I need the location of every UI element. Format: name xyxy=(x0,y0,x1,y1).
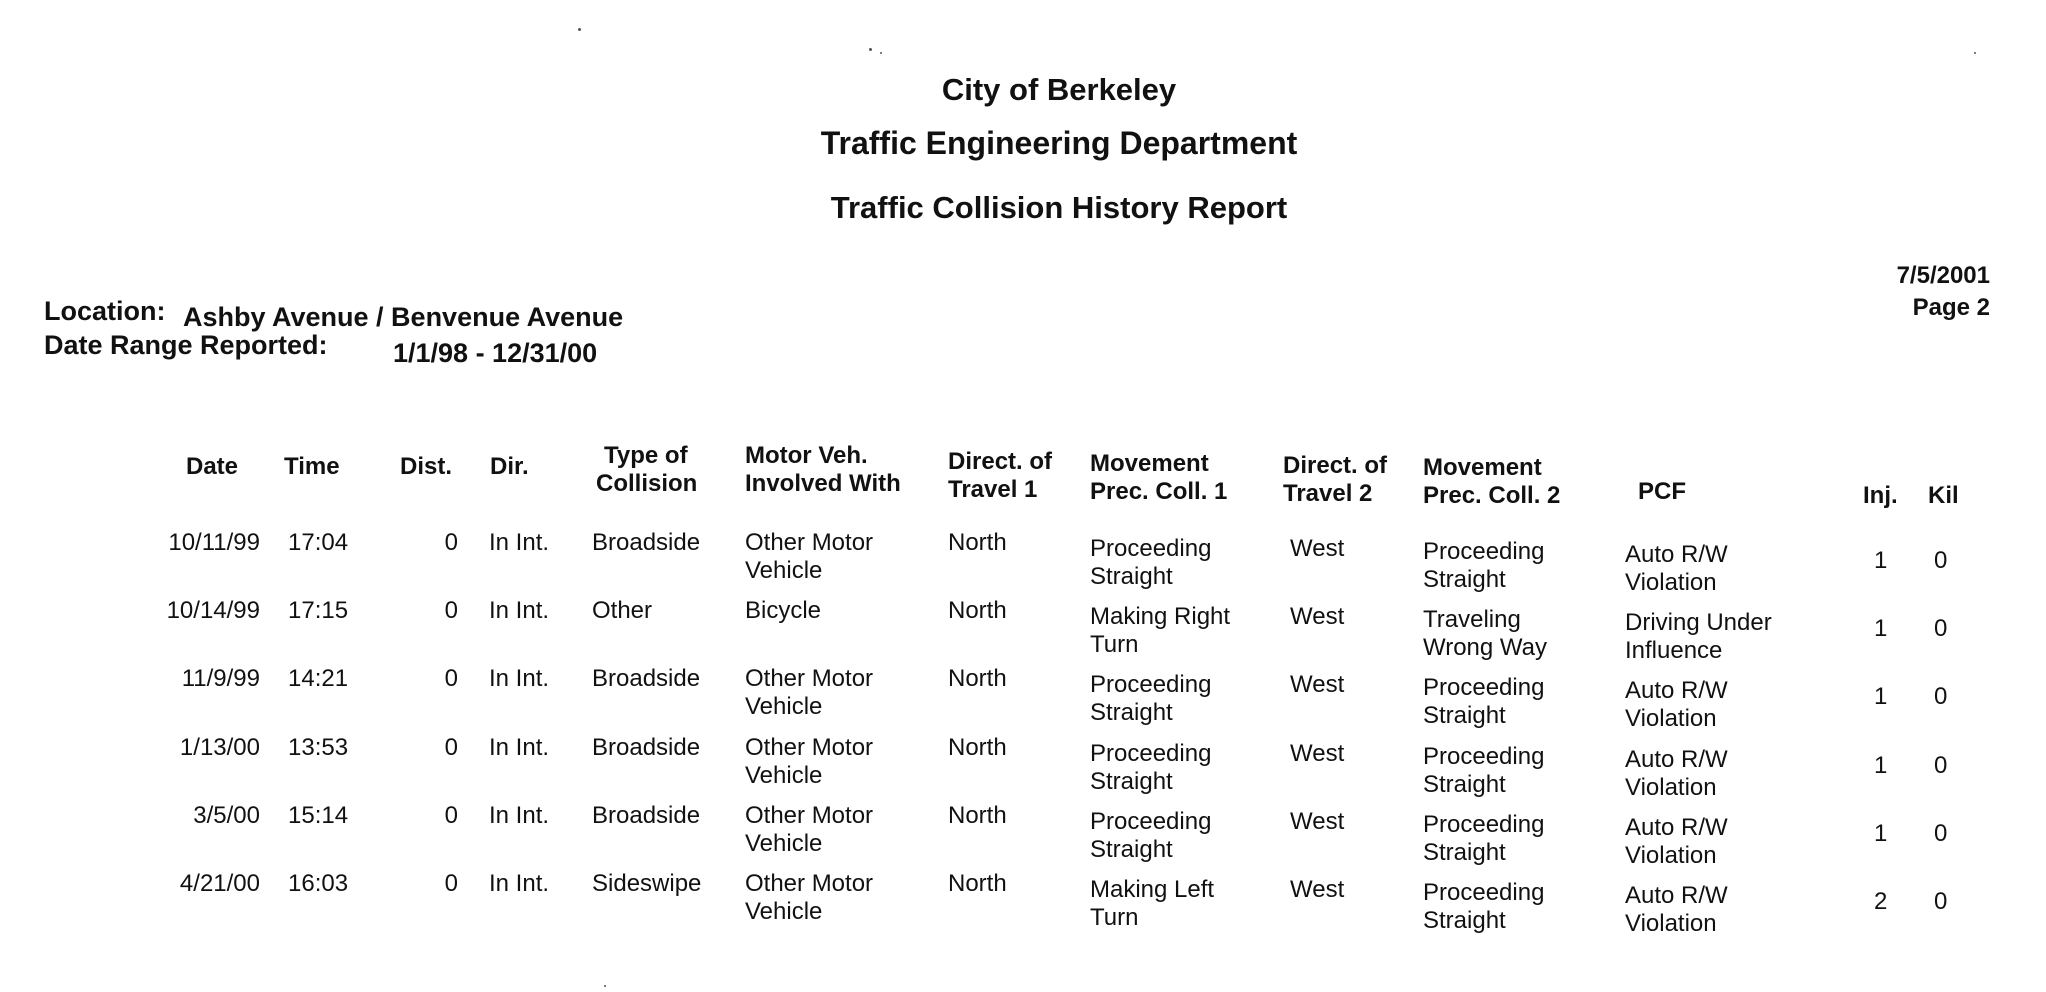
header-type-1: Type of xyxy=(604,442,688,469)
cell-dir2: West xyxy=(1290,808,1345,835)
cell-type: Broadside xyxy=(592,665,701,692)
cell-dist: 0 xyxy=(444,597,458,624)
cell-mov1b: Straight xyxy=(1090,768,1173,795)
cell-kil: 0 xyxy=(1934,615,1948,642)
cell-inj: 1 xyxy=(1874,820,1888,847)
cell-mov2b: Wrong Way xyxy=(1423,634,1548,661)
cell-mov2a: Proceeding xyxy=(1423,743,1545,770)
cell-dist: 0 xyxy=(444,802,458,829)
header-dir-travel-1a: Direct. of xyxy=(948,448,1053,475)
page-number: Page 2 xyxy=(1912,294,1990,321)
cell-date: 11/9/99 xyxy=(181,665,260,692)
cell-dir: In Int. xyxy=(489,529,550,556)
cell-dir1: North xyxy=(948,802,1007,829)
header-dir-travel-2a: Direct. of xyxy=(1283,452,1388,479)
cell-mov2a: Proceeding xyxy=(1423,879,1545,906)
cell-dir2: West xyxy=(1290,876,1345,903)
cell-time: 14:21 xyxy=(288,665,349,692)
cell-dir1: North xyxy=(948,734,1007,761)
cell-mov2b: Straight xyxy=(1423,702,1506,729)
cell-mov2a: Proceeding xyxy=(1423,674,1545,701)
cell-time: 13:53 xyxy=(288,734,349,761)
cell-time: 15:14 xyxy=(288,802,349,829)
cell-motor2: Vehicle xyxy=(745,762,823,789)
cell-dir2: West xyxy=(1290,603,1345,630)
cell-dist: 0 xyxy=(444,734,458,761)
scan-speck xyxy=(880,52,882,54)
cell-inj: 1 xyxy=(1874,615,1888,642)
cell-kil: 0 xyxy=(1934,820,1948,847)
cell-inj: 1 xyxy=(1874,547,1888,574)
cell-dist: 0 xyxy=(444,665,458,692)
cell-inj: 1 xyxy=(1874,752,1888,779)
cell-mov1b: Turn xyxy=(1090,631,1139,658)
cell-date: 1/13/00 xyxy=(179,734,260,761)
cell-motor2: Vehicle xyxy=(745,830,823,857)
cell-date: 10/11/99 xyxy=(168,529,260,556)
cell-motor1: Bicycle xyxy=(745,597,822,624)
location-label: Location: xyxy=(44,296,166,326)
cell-mov1a: Proceeding xyxy=(1090,671,1212,698)
cell-time: 17:15 xyxy=(288,597,349,624)
cell-mov2b: Straight xyxy=(1423,907,1506,934)
cell-mov2b: Straight xyxy=(1423,566,1506,593)
cell-pcf1: Auto R/W xyxy=(1625,882,1728,909)
cell-type: Broadside xyxy=(592,802,701,829)
header-time: Time xyxy=(284,453,340,480)
cell-dir2: West xyxy=(1290,535,1345,562)
header-inj: Inj. xyxy=(1863,482,1898,509)
cell-dir2: West xyxy=(1290,740,1345,767)
cell-kil: 0 xyxy=(1934,752,1948,779)
scan-speck xyxy=(604,985,606,987)
cell-dir1: North xyxy=(948,597,1007,624)
scan-speck xyxy=(578,28,581,31)
cell-mov1a: Proceeding xyxy=(1090,535,1212,562)
header-type-2: Collision xyxy=(596,470,698,497)
cell-kil: 0 xyxy=(1934,888,1948,915)
cell-mov1b: Straight xyxy=(1090,836,1173,863)
header-motor-2: Involved With xyxy=(745,470,901,497)
cell-motor2: Vehicle xyxy=(745,693,823,720)
cell-date: 4/21/00 xyxy=(179,870,260,897)
scan-speck xyxy=(1974,52,1976,54)
cell-mov1b: Straight xyxy=(1090,563,1173,590)
cell-dir: In Int. xyxy=(489,597,550,624)
cell-type: Broadside xyxy=(592,529,701,556)
report-title: Traffic Collision History Report xyxy=(830,190,1288,225)
cell-kil: 0 xyxy=(1934,683,1948,710)
cell-pcf2: Violation xyxy=(1625,842,1717,869)
cell-mov2a: Proceeding xyxy=(1423,811,1545,838)
cell-pcf2: Violation xyxy=(1625,910,1717,937)
cell-mov2b: Straight xyxy=(1423,839,1506,866)
cell-pcf1: Driving Under xyxy=(1625,609,1772,636)
cell-mov1a: Making Right xyxy=(1090,603,1231,630)
cell-dir1: North xyxy=(948,529,1007,556)
cell-pcf1: Auto R/W xyxy=(1625,677,1728,704)
cell-pcf2: Influence xyxy=(1625,637,1723,664)
cell-pcf1: Auto R/W xyxy=(1625,746,1728,773)
cell-pcf2: Violation xyxy=(1625,705,1717,732)
cell-mov1a: Making Left xyxy=(1090,876,1215,903)
cell-time: 16:03 xyxy=(288,870,349,897)
header-motor-1: Motor Veh. xyxy=(745,442,868,469)
cell-motor1: Other Motor xyxy=(745,802,874,829)
cell-type: Sideswipe xyxy=(592,870,702,897)
scan-speck xyxy=(869,48,872,51)
cell-time: 17:04 xyxy=(288,529,349,556)
cell-mov2a: Traveling xyxy=(1423,606,1521,633)
cell-pcf2: Violation xyxy=(1625,569,1717,596)
cell-motor1: Other Motor xyxy=(745,734,874,761)
cell-inj: 1 xyxy=(1874,683,1888,710)
cell-dir1: North xyxy=(948,665,1007,692)
report-date: 7/5/2001 xyxy=(1896,262,1990,289)
cell-mov2b: Straight xyxy=(1423,771,1506,798)
cell-dir1: North xyxy=(948,870,1007,897)
cell-mov1b: Turn xyxy=(1090,904,1139,931)
cell-inj: 2 xyxy=(1874,888,1888,915)
cell-dir: In Int. xyxy=(489,665,550,692)
cell-mov1a: Proceeding xyxy=(1090,808,1212,835)
cell-type: Broadside xyxy=(592,734,701,761)
location-value: Ashby Avenue / Benvenue Avenue xyxy=(183,302,624,332)
header-dist: Dist. xyxy=(400,453,453,480)
date-range-value: 1/1/98 - 12/31/00 xyxy=(393,338,598,368)
cell-motor2: Vehicle xyxy=(745,898,823,925)
header-dir: Dir. xyxy=(490,453,529,480)
cell-dir: In Int. xyxy=(489,734,550,761)
cell-motor1: Other Motor xyxy=(745,870,874,897)
header-dir-travel-1b: Travel 1 xyxy=(948,476,1038,503)
cell-mov2a: Proceeding xyxy=(1423,538,1545,565)
cell-type: Other xyxy=(592,597,653,624)
cell-motor1: Other Motor xyxy=(745,529,874,556)
header-dir-travel-2b: Travel 2 xyxy=(1283,480,1373,507)
cell-dir: In Int. xyxy=(489,870,550,897)
header-movement-2b: Prec. Coll. 2 xyxy=(1423,482,1561,509)
cell-dist: 0 xyxy=(444,529,458,556)
cell-pcf2: Violation xyxy=(1625,774,1717,801)
cell-motor1: Other Motor xyxy=(745,665,874,692)
header-date: Date xyxy=(186,453,239,480)
cell-dir: In Int. xyxy=(489,802,550,829)
cell-dist: 0 xyxy=(444,870,458,897)
cell-kil: 0 xyxy=(1934,547,1948,574)
header-kil: Kil xyxy=(1928,482,1959,509)
cell-pcf1: Auto R/W xyxy=(1625,541,1728,568)
cell-date: 3/5/00 xyxy=(193,802,260,829)
cell-pcf1: Auto R/W xyxy=(1625,814,1728,841)
header-movement-2a: Movement xyxy=(1423,454,1542,481)
cell-dir2: West xyxy=(1290,671,1345,698)
header-movement-1a: Movement xyxy=(1090,450,1209,477)
report-city: City of Berkeley xyxy=(941,72,1177,107)
cell-date: 10/14/99 xyxy=(166,597,260,624)
cell-mov1b: Straight xyxy=(1090,699,1173,726)
report-department: Traffic Engineering Department xyxy=(820,125,1298,161)
header-movement-1b: Prec. Coll. 1 xyxy=(1090,478,1228,505)
header-pcf: PCF xyxy=(1638,478,1686,505)
cell-motor2: Vehicle xyxy=(745,557,823,584)
date-range-label: Date Range Reported: xyxy=(44,330,328,360)
cell-mov1a: Proceeding xyxy=(1090,740,1212,767)
